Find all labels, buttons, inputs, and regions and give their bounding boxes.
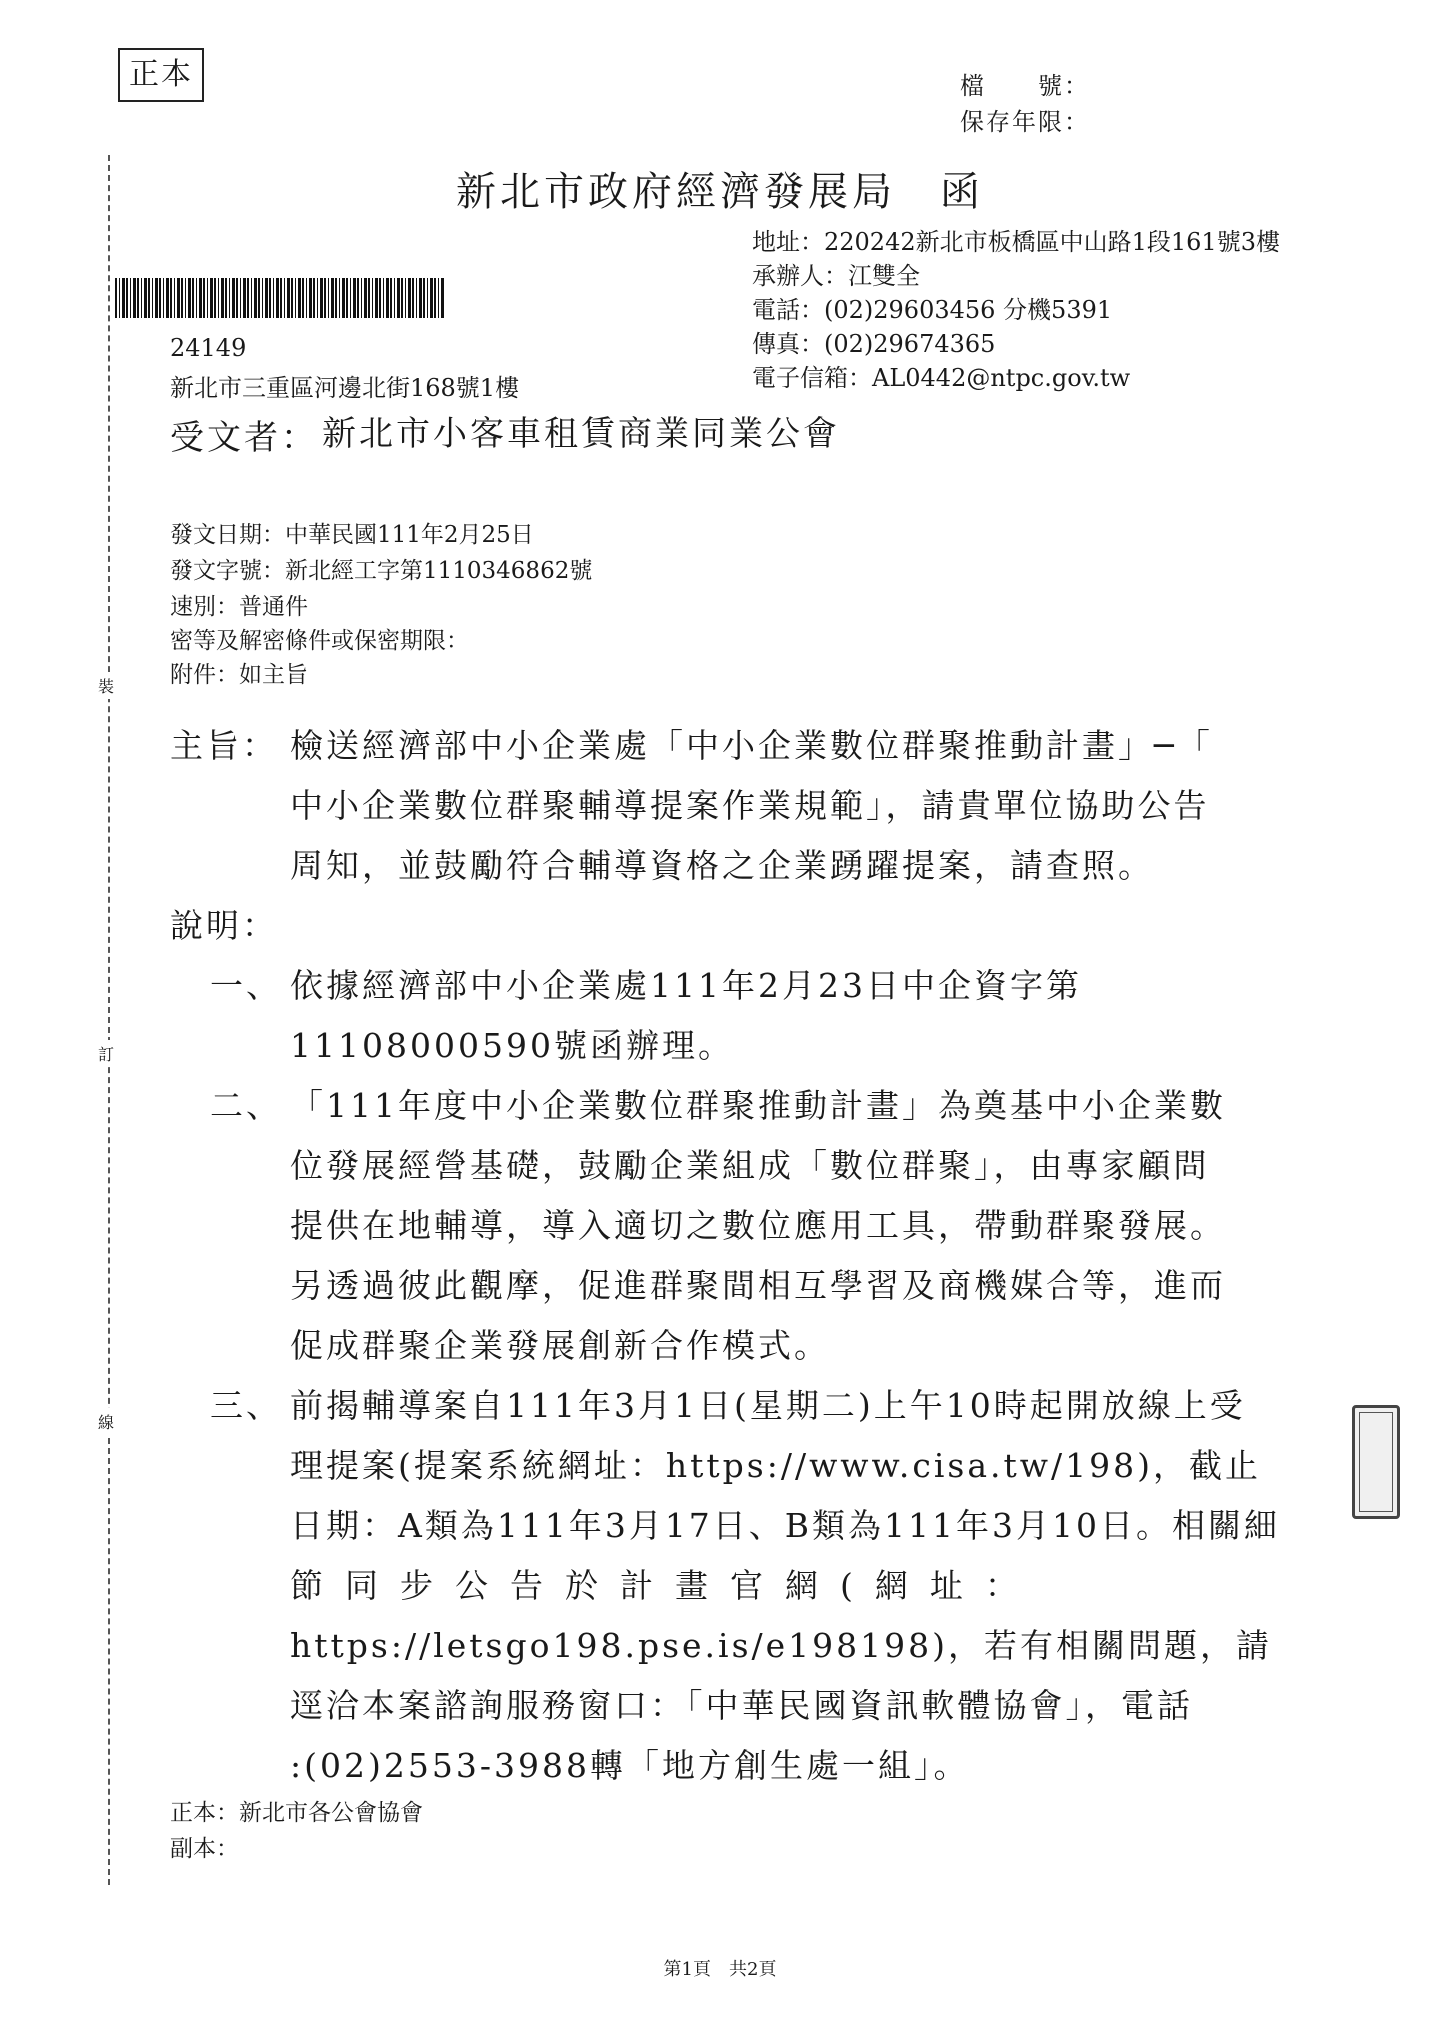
explanation-item-line: 提供在地輔導，導入適切之數位應用工具，帶動群聚發展。 — [290, 1206, 1226, 1245]
subject-label: 主旨： — [170, 726, 278, 765]
explanation-item-marker: 二、 — [210, 1086, 282, 1125]
subject-line: 中小企業數位群聚輔導提案作業規範」，請貴單位協助公告 — [290, 786, 1210, 825]
secrecy-level: 密等及解密條件或保密期限： — [170, 628, 469, 654]
recipient-label: 受文者： — [170, 418, 318, 458]
subject-line: 周知，並鼓勵符合輔導資格之企業踴躍提案，請查照。 — [290, 846, 1154, 885]
explanation-item-marker: 三、 — [210, 1386, 282, 1425]
binding-mark-zhuang: 裝 — [96, 672, 116, 699]
explanation-item-line: :(02)2553-3988轉「地方創生處一組」。 — [290, 1746, 970, 1785]
explanation-item-line: https://letsgo198.pse.is/e198198)，若有相關問題，請 — [290, 1626, 1273, 1665]
binding-mark-ding: 訂 — [96, 1040, 116, 1067]
contact-email: 電子信箱：AL0442@ntpc.gov.tw — [752, 364, 1131, 392]
explanation-item-line: 11108000590號函辦理。 — [290, 1026, 734, 1065]
subject-line: 檢送經濟部中小企業處「中小企業數位群聚推動計畫」─「 — [290, 726, 1213, 765]
page-number: 第1頁 共2頁 — [663, 1959, 777, 1980]
mail-barcode — [115, 278, 445, 318]
explanation-item-line: 位發展經營基礎，鼓勵企業組成「數位群聚」，由專家顧問 — [290, 1146, 1210, 1185]
contact-address: 地址：220242新北市板橋區中山路1段161號3樓 — [752, 228, 1280, 256]
binding-line — [108, 155, 110, 1885]
attachment: 附件：如主旨 — [170, 662, 308, 688]
mail-address: 新北市三重區河邊北街168號1樓 — [170, 374, 520, 402]
explanation-item-line: 「111年度中小企業數位群聚推動計畫」為奠基中小企業數 — [290, 1086, 1226, 1125]
mail-zip-code: 24149 — [170, 334, 247, 362]
explanation-label: 說明： — [170, 906, 278, 945]
explanation-item-line: 另透過彼此觀摩，促進群聚間相互學習及商機媒合等，進而 — [290, 1266, 1226, 1305]
delivery-speed: 速別：普通件 — [170, 594, 308, 620]
issue-date: 發文日期：中華民國111年2月25日 — [170, 522, 534, 548]
retention-period-label: 保存年限： — [960, 108, 1090, 136]
contact-fax: 傳真：(02)29674365 — [752, 330, 996, 358]
binding-mark-xian: 線 — [96, 1408, 116, 1435]
original-recipients: 正本：新北市各公會協會 — [170, 1800, 423, 1826]
recipient-name: 新北市小客車租賃商業同業公會 — [322, 414, 840, 454]
official-seal — [1352, 1405, 1400, 1519]
explanation-item-line: 前揭輔導案自111年3月1日(星期二)上午10時起開放線上受 — [290, 1386, 1246, 1425]
file-number-label: 檔 號： — [960, 72, 1090, 100]
explanation-item-marker: 一、 — [210, 966, 282, 1005]
explanation-item-line: 促成群聚企業發展創新合作模式。 — [290, 1326, 830, 1365]
copy-recipients: 副本： — [170, 1836, 239, 1862]
issue-number: 發文字號：新北經工字第1110346862號 — [170, 558, 593, 584]
agency-title: 新北市政府經濟發展局 函 — [456, 169, 984, 215]
explanation-item-line: 日期：A類為111年3月17日、B類為111年3月10日。相關細 — [290, 1506, 1281, 1545]
explanation-item-line: 逕洽本案諮詢服務窗口：「中華民國資訊軟體協會」，電話 — [290, 1686, 1193, 1725]
explanation-item-line: 理提案(提案系統網址：https://www.cisa.tw/198)，截止 — [290, 1446, 1262, 1485]
explanation-item-line: 節同步公告於計畫官網(網址： — [290, 1566, 1040, 1605]
contact-phone: 電話：(02)29603456 分機5391 — [752, 296, 1113, 324]
original-copy-stamp: 正本 — [118, 48, 204, 102]
contact-officer: 承辦人：江雙全 — [752, 262, 920, 290]
explanation-item-line: 依據經濟部中小企業處111年2月23日中企資字第 — [290, 966, 1082, 1005]
